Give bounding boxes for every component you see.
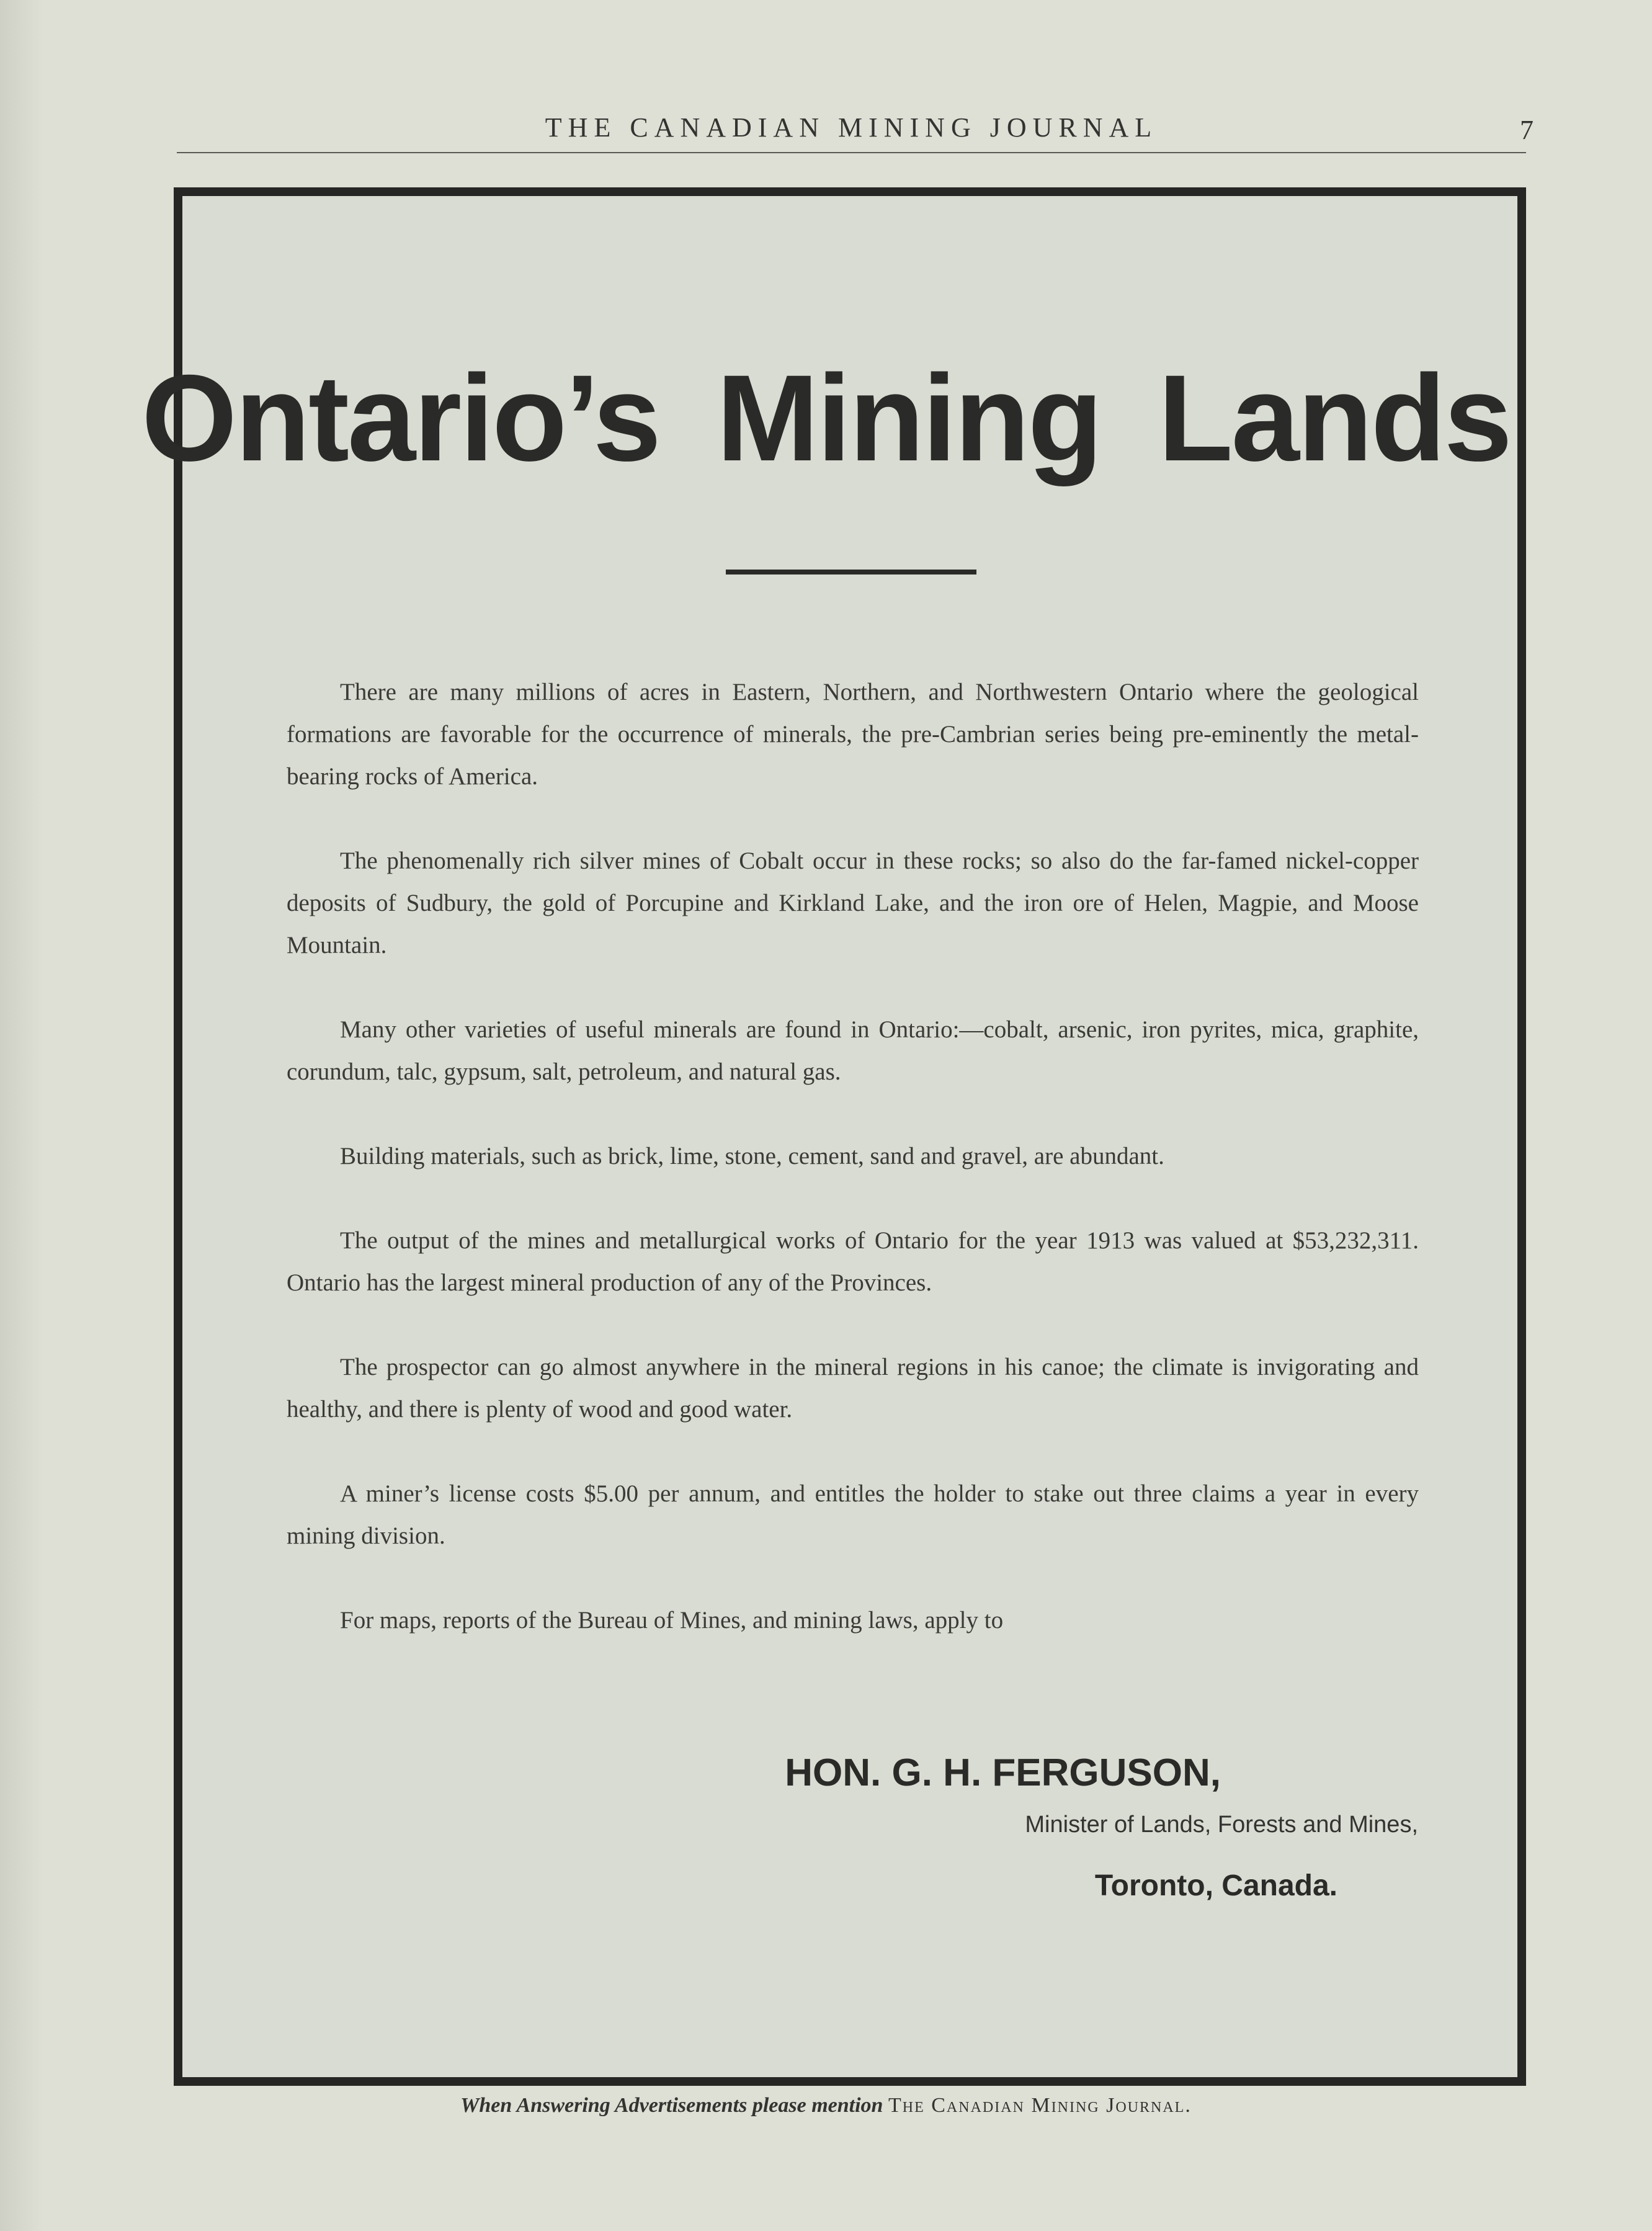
paragraph-apply: For maps, reports of the Bureau of Mines, and mining laws, apply to	[340, 1607, 1004, 1634]
paragraph-license: A miner’s license costs $5.00 per annum, and entitles the holder to stake out three claims a year in every mining division.	[287, 1480, 1419, 1549]
paragraph-building-materials: Building materials, such as brick, lime, stone, cement, sand and gravel, are abundant.	[340, 1143, 1164, 1169]
ad-headline: Ontario’s Mining Lands	[141, 349, 1511, 486]
signatory-name: HON. G. H. FERGUSON,	[785, 1751, 1221, 1794]
paragraph-acreage: There are many millions of acres in Eastern, Northern, and Northwestern Ontario where the geological formations are favorable for the occurrence of minerals, the pre-Cambrian series being pre-eminently the metal-bearing rocks of America.	[287, 679, 1419, 790]
ad-body	[287, 671, 1419, 1684]
paragraph-minerals: Many other varieties of useful minerals are found in Ontario:—cobalt, arsenic, iron pyrites, mica, graphite, corundum, talc, gypsum, salt, petroleum, and natural gas.	[287, 1016, 1419, 1085]
paragraph-output: The output of the mines and metallurgical works of Ontario for the year 1913 was valued at $53,232,311. Ontario has the largest mineral production of any of the Provinces.	[287, 1227, 1419, 1296]
page-number: 7	[1520, 115, 1534, 145]
footer-publication: The Canadian Mining Journal.	[888, 2094, 1192, 2117]
footer-lead-text: When Answering Advertisements please mention	[460, 2094, 883, 2117]
signatory-title: Minister of Lands, Forests and Mines,	[1025, 1812, 1418, 1838]
headline-rule	[726, 570, 976, 575]
page-binding-edge	[0, 0, 43, 2231]
footer-notice	[0, 2094, 1652, 2117]
header-rule	[177, 152, 1526, 153]
paragraph-mines: The phenomenally rich silver mines of Cobalt occur in these rocks; so also do the far-famed nickel-copper deposits of Sudbury, the gold of Porcupine and Kirkland Lake, and the iron ore of Helen, Magpie, and Moose Mountain.	[287, 847, 1419, 959]
signatory-place: Toronto, Canada.	[1094, 1869, 1337, 1902]
journal-title: THE CANADIAN MINING JOURNAL	[545, 112, 1158, 143]
paragraph-prospector: The prospector can go almost anywhere in the mineral regions in his canoe; the climate is invigorating and healthy, and there is plenty of wood and good water.	[287, 1354, 1419, 1423]
running-header	[177, 112, 1534, 149]
